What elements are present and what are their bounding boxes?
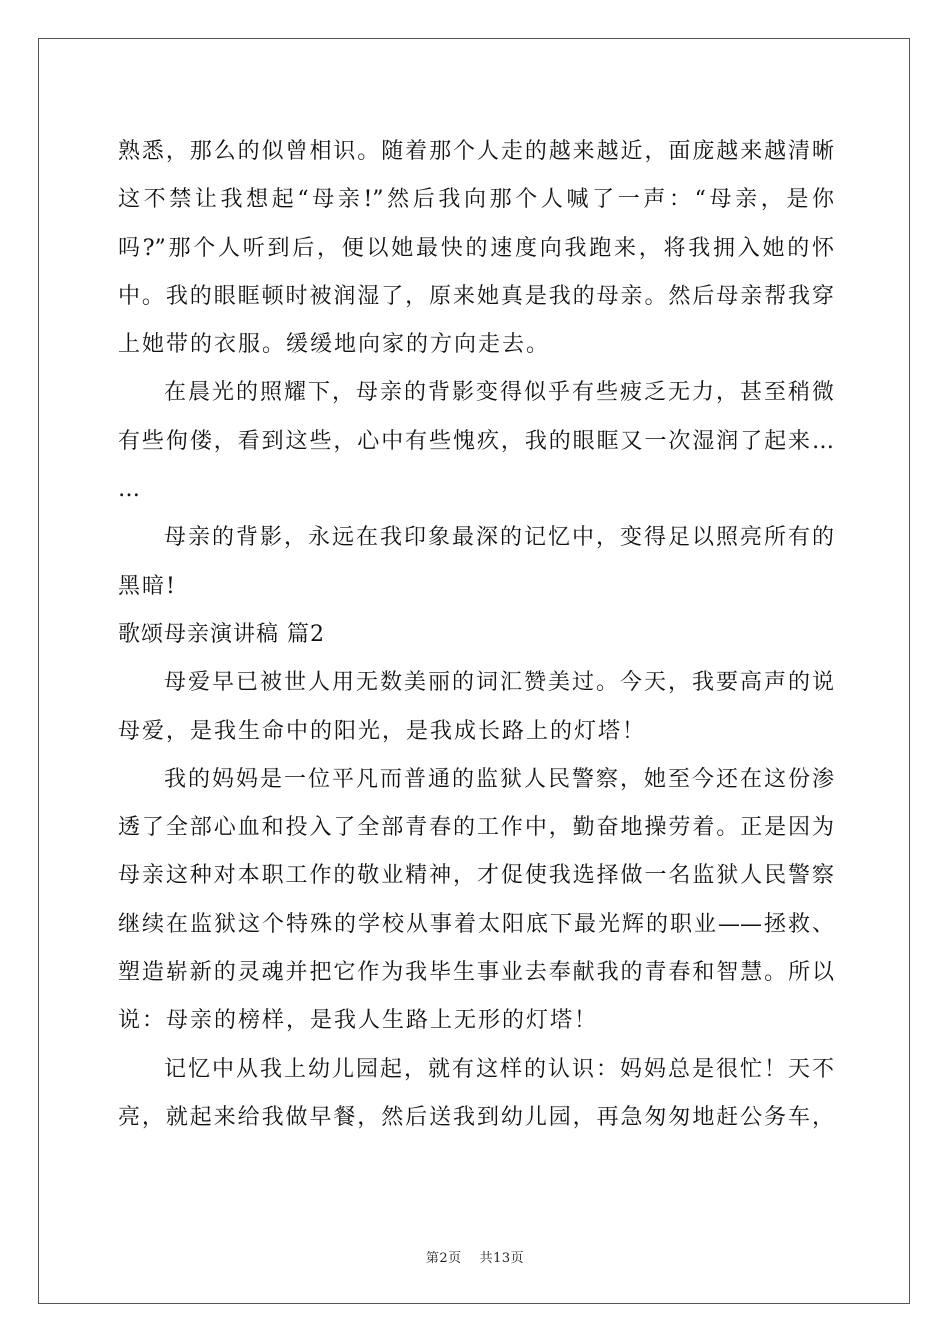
page-total: 共13页 <box>479 1251 525 1266</box>
text-line: 说：母亲的榜样，是我人生路上无形的灯塔！ <box>118 1008 599 1034</box>
text-line: 上她带的衣服。缓缓地向家的方向走去。 <box>118 332 551 358</box>
text-line: 亮，就起来给我做早餐，然后送我到幼儿园，再急匆匆地赶公务车， <box>118 1104 834 1130</box>
document-body <box>118 128 834 1142</box>
text-line: 母亲这种对本职工作的敬业精神，才促使我选择做一名监狱人民警察 <box>118 863 834 889</box>
text-line: 黑暗! <box>118 573 177 599</box>
text-line: 熟悉，那么的似曾相识。随着那个人走的越来越近，面庞越来越清晰 <box>118 139 834 164</box>
section-heading: 歌颂母亲演讲稿 篇2 <box>118 621 325 647</box>
text-line: 记忆中从我上幼儿园起，就有这样的认识：妈妈总是很忙！天不 <box>164 1056 834 1082</box>
text-line: 吗?”那个人听到后，便以她最快的速度向我跑来，将我拥入她的怀 <box>118 235 834 261</box>
text-line: 透了全部心血和投入了全部青春的工作中，勤奋地操劳着。正是因为 <box>118 815 834 841</box>
text-line: 我的妈妈是一位平凡而普通的监狱人民警察，她至今还在这份渗 <box>164 766 834 792</box>
text-line: 继续在监狱这个特殊的学校从事着太阳底下最光辉的职业——拯救、 <box>118 911 834 937</box>
text-line: 母亲的背影，永远在我印象最深的记忆中，变得足以照亮所有的 <box>164 525 834 551</box>
text-line: 母爱早已被世人用无数美丽的词汇赞美过。今天，我要高声的说 <box>164 670 834 696</box>
text-line: 这不禁让我想起“母亲!”然后我向那个人喊了一声：“母亲，是你 <box>118 187 834 213</box>
text-line: 有些佝偻，看到这些，心中有些愧疚，我的眼眶又一次湿润了起来… <box>118 428 834 454</box>
text-line: 中。我的眼眶顿时被润湿了，原来她真是我的母亲。然后母亲帮我穿 <box>118 283 834 309</box>
page-footer <box>0 1247 950 1266</box>
page-number: 第2页 <box>425 1251 462 1266</box>
text-line: 母爱，是我生命中的阳光，是我成长路上的灯塔！ <box>118 718 647 744</box>
text-line: … <box>118 477 142 503</box>
text-line: 在晨光的照耀下，母亲的背影变得似乎有些疲乏无力，甚至稍微 <box>164 380 834 406</box>
text-line: 塑造崭新的灵魂并把它作为我毕生事业去奉献我的青春和智慧。所以 <box>118 960 834 986</box>
